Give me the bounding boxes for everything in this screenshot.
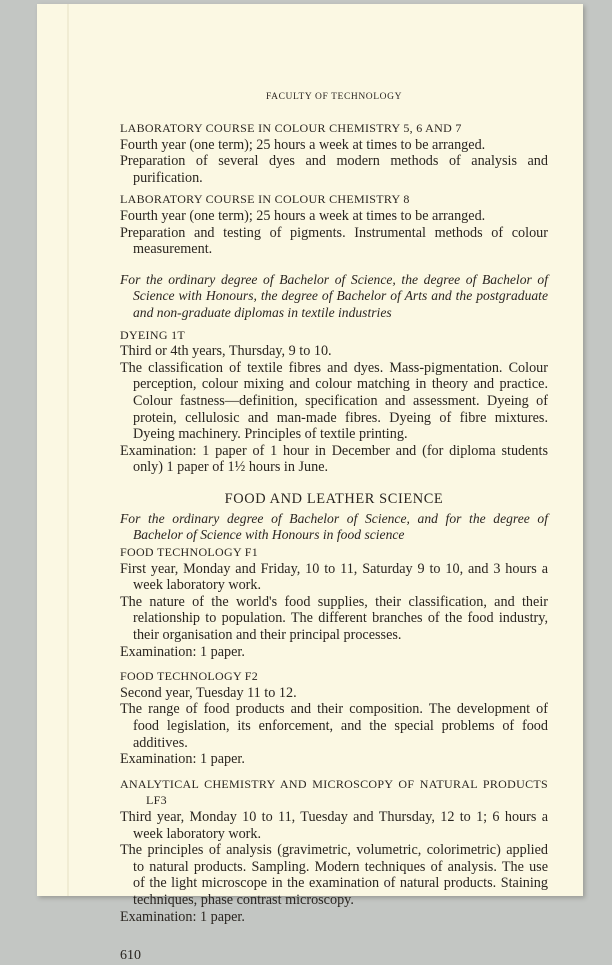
course-examination: Examination: 1 paper. [120, 908, 245, 925]
course-title: FOOD TECHNOLOGY F2 [120, 669, 259, 684]
course-title: LABORATORY COURSE IN COLOUR CHEMISTRY 8 [120, 192, 410, 207]
section-title: FOOD AND LEATHER SCIENCE [224, 490, 444, 507]
course-title: ANALYTICAL CHEMISTRY AND MICROSCOPY OF NATURAL PRODUCTS LF3 [120, 776, 548, 808]
course-description: Preparation and testing of pigments. Instrumental methods of colour measurement. [120, 224, 548, 258]
book-page [37, 4, 583, 964]
course-schedule: Fourth year (one term); 25 hours a week at times to be arranged. [120, 207, 486, 224]
page-text [120, 90, 548, 965]
course-description: The classification of textile fibres and dyes. Mass-pigmentation. Colour perception, colour mixing and colour matching in theory and practice. Colour fastness—definition, specification and assessment. Dyeing of protein, cellulosic and man-made fibres. Dyeing of fibre mixtures. Dyeing machinery. Principles of textile printing. [120, 359, 548, 443]
course-examination: Examination: 1 paper of 1 hour in December and (for diploma students only) 1 paper of 1½ hours in June. [120, 442, 548, 476]
page-number: 610 [120, 948, 141, 964]
course-title: FOOD TECHNOLOGY F1 [120, 545, 259, 560]
running-head: FACULTY OF TECHNOLOGY [265, 92, 403, 102]
course-schedule: Third year, Monday 10 to 11, Tuesday and Thursday, 12 to 1; 6 hours a week laboratory work. [120, 808, 548, 842]
course-schedule: Second year, Tuesday 11 to 12. [120, 684, 297, 701]
textile-intro: For the ordinary degree of Bachelor of Science, the degree of Bachelor of Science with Honours, the degree of Bachelor of Arts and the postgraduate and non-graduate diplomas in textile industries [120, 271, 548, 320]
food-intro: For the ordinary degree of Bachelor of Science, and for the degree of Bachelor of Science with Honours in food science [120, 510, 548, 543]
course-description: The range of food products and their composition. The development of food legislation, its enforcement, and the special problems of food additives. [120, 701, 548, 751]
course-description: The principles of analysis (gravimetric, volumetric, colorimetric) applied to natural products. Sampling. Modern techniques of analysis. The use of the light microscope in the examination of natural products. Staining techniques, phase contrast microscopy. [120, 842, 548, 908]
course-description: Preparation of several dyes and modern methods of analysis and purification. [120, 153, 548, 186]
course-schedule: Fourth year (one term); 25 hours a week at times to be arranged. [120, 136, 486, 153]
course-examination: Examination: 1 paper. [120, 643, 245, 660]
course-title: DYEING 1T [120, 327, 186, 342]
course-description: The nature of the world's food supplies, their classification, and their relationship to population. The different branches of the food industry, their organisation and their principal processes. [120, 593, 548, 644]
course-title: LABORATORY COURSE IN COLOUR CHEMISTRY 5, 6 AND 7 [120, 121, 462, 135]
course-examination: Examination: 1 paper. [120, 751, 245, 768]
course-schedule: First year, Monday and Friday, 10 to 11, Saturday 9 to 10, and 3 hours a week laboratory work. [120, 560, 548, 594]
course-schedule: Third or 4th years, Thursday, 9 to 10. [120, 343, 332, 360]
